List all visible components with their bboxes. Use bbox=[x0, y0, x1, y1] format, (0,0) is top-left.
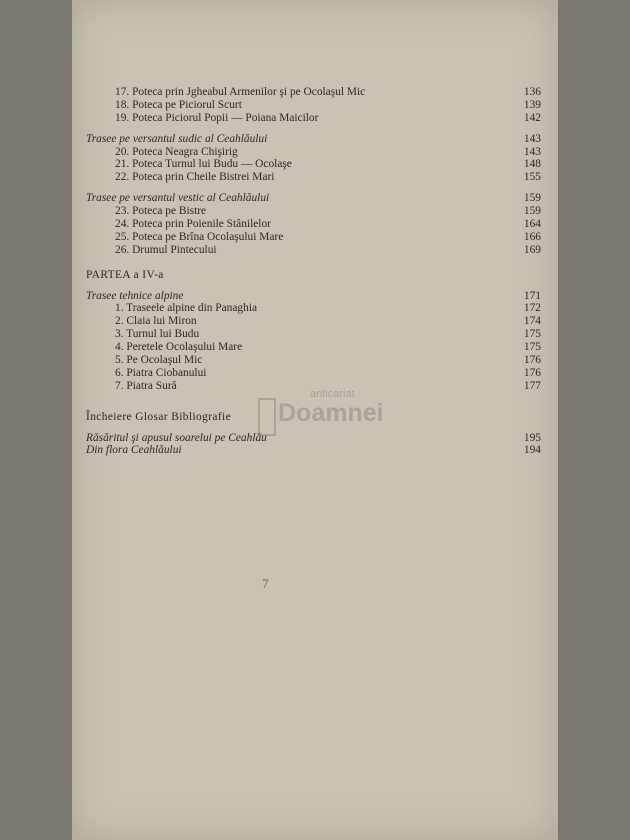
toc-entry-page: 166 bbox=[523, 230, 541, 243]
toc-entry-title: Trasee tehnice alpine bbox=[86, 289, 184, 302]
watermark-small-text: anticariat bbox=[310, 388, 355, 400]
toc-entry-page: 176 bbox=[523, 366, 541, 379]
toc-entry-page: 139 bbox=[523, 98, 541, 111]
toc-entry-title: Încheiere Glosar Bibliografie bbox=[86, 410, 232, 423]
toc-entry-title: Trasee pe versantul sudic al Ceahlăului bbox=[86, 132, 268, 145]
toc-entry-title: 23. Poteca pe Bistre bbox=[115, 205, 207, 218]
toc-spacer bbox=[86, 184, 541, 192]
toc-entry-page: 175 bbox=[523, 341, 541, 354]
toc-entry-title: 4. Peretele Ocolaşului Mare bbox=[115, 341, 243, 354]
toc-spacer bbox=[86, 125, 541, 133]
toc-entry-page: 169 bbox=[523, 243, 541, 256]
toc-entry-title: 1. Traseele alpine din Panaghia bbox=[115, 302, 258, 315]
toc-entry-page: 171 bbox=[523, 289, 541, 302]
toc-part-heading bbox=[86, 269, 541, 282]
toc-entry-title: 26. Drumul Pintecului bbox=[115, 243, 217, 256]
watermark-big-text: Doamnei bbox=[278, 399, 384, 427]
toc-entry bbox=[86, 86, 541, 99]
toc-section-heading bbox=[86, 192, 541, 205]
toc-entry-page: 159 bbox=[523, 205, 541, 218]
toc-entry bbox=[86, 328, 541, 341]
toc-entry-page: 142 bbox=[523, 111, 541, 124]
toc-entry-title: Răsăritul şi apusul soarelui pe Ceahlău bbox=[86, 431, 267, 444]
toc-entry-page: 136 bbox=[523, 86, 541, 98]
toc-entry bbox=[86, 315, 541, 328]
toc-entry-title: 2. Claia lui Miron bbox=[115, 315, 197, 328]
toc-entry-title: 25. Poteca pe Brîna Ocolaşului Mare bbox=[115, 230, 284, 243]
toc-part-heading bbox=[86, 411, 541, 424]
toc-section-heading bbox=[86, 290, 541, 303]
toc-entry-title: 5. Pe Ocolaşul Mic bbox=[115, 354, 203, 367]
toc-section-heading bbox=[86, 444, 541, 457]
toc-entry-title: 20. Poteca Neagra Chişirig bbox=[115, 145, 238, 158]
toc-entry bbox=[86, 99, 541, 112]
toc-entry-page: 143 bbox=[523, 132, 541, 145]
toc-spacer bbox=[86, 257, 541, 269]
toc-entry-title: Din flora Ceahlăului bbox=[86, 444, 182, 457]
toc-entry-title: 6. Piatra Ciobanului bbox=[115, 366, 207, 379]
toc-entry bbox=[86, 171, 541, 184]
toc-entry-page: 194 bbox=[523, 444, 541, 457]
toc-entry-title: Trasee pe versantul vestic al Ceahlăului bbox=[86, 192, 270, 205]
toc-section-heading bbox=[86, 432, 541, 445]
toc-entry-page: 172 bbox=[523, 302, 541, 315]
toc-entry bbox=[86, 380, 541, 393]
toc-entry-title: 24. Poteca prin Poienile Stânilelor bbox=[115, 218, 271, 231]
toc-entry-page: 155 bbox=[523, 171, 541, 184]
toc-entry-page: 143 bbox=[523, 145, 541, 158]
toc-entry-title: 22. Poteca prin Cheile Bistrei Mari bbox=[115, 171, 275, 184]
toc-entry-page: 159 bbox=[523, 192, 541, 205]
toc-entry bbox=[86, 244, 541, 257]
toc-entry-title: 7. Piatra Sură bbox=[115, 379, 177, 392]
toc-spacer bbox=[86, 282, 541, 290]
toc-entry bbox=[86, 302, 541, 315]
toc-entry-page: 195 bbox=[523, 431, 541, 444]
toc-entry bbox=[86, 146, 541, 159]
toc-entry-page: 177 bbox=[523, 379, 541, 392]
toc-entry bbox=[86, 231, 541, 244]
toc-section-heading bbox=[86, 133, 541, 146]
toc-entry-page: 148 bbox=[523, 158, 541, 171]
toc-entry bbox=[86, 354, 541, 367]
toc-entry-title: 3. Turnul lui Budu bbox=[115, 328, 200, 341]
toc-entry-page: 176 bbox=[523, 354, 541, 367]
page-number: 7 bbox=[262, 576, 269, 591]
toc-entry-title: 19. Poteca Piciorul Popii — Poiana Maicilor bbox=[115, 111, 319, 124]
toc-spacer bbox=[86, 424, 541, 432]
table-of-contents bbox=[86, 86, 541, 457]
toc-entry-page: 174 bbox=[523, 315, 541, 328]
toc-entry-title: 18. Poteca pe Piciorul Scurt bbox=[115, 98, 242, 111]
toc-entry-title: PARTEA a IV-a bbox=[86, 268, 164, 281]
toc-entry-title: 21. Poteca Turnul lui Budu — Ocolaşe bbox=[115, 158, 292, 171]
toc-entry-page: 175 bbox=[523, 328, 541, 341]
toc-entry bbox=[86, 205, 541, 218]
toc-entry-page: 164 bbox=[523, 218, 541, 231]
toc-entry bbox=[86, 367, 541, 380]
toc-entry bbox=[86, 158, 541, 171]
toc-spacer bbox=[86, 393, 541, 411]
toc-entry bbox=[86, 341, 541, 354]
toc-entry-title: 17. Poteca prin Jgheabul Armenilor şi pe Ocolaşul Mic bbox=[115, 86, 366, 98]
toc-entry bbox=[86, 112, 541, 125]
toc-entry bbox=[86, 218, 541, 231]
